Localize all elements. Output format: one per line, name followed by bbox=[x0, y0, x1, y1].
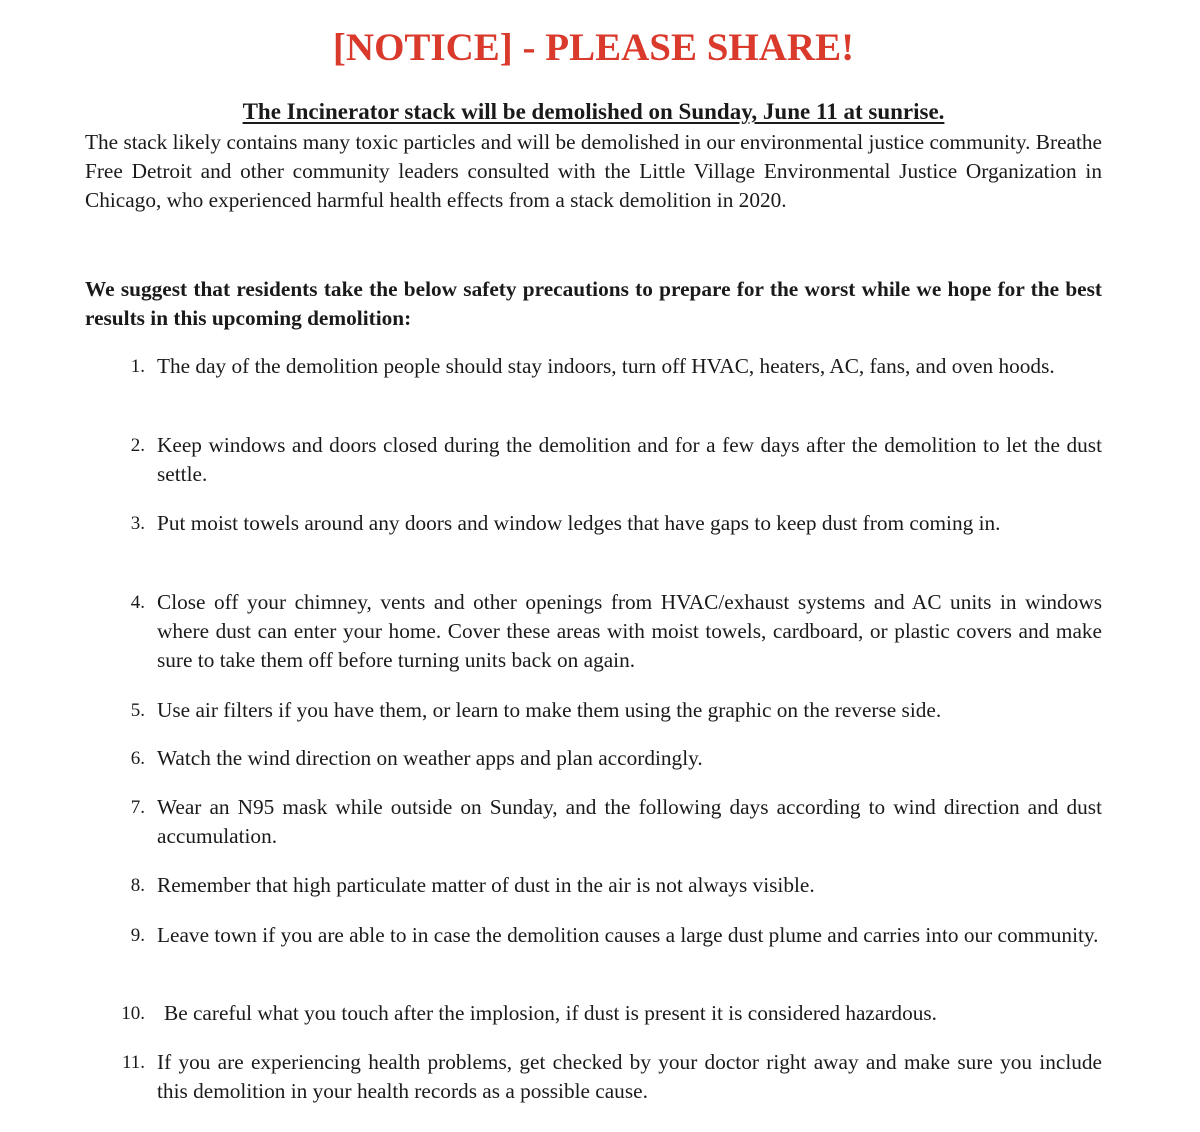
list-item-number: 10. bbox=[121, 1003, 145, 1024]
list-item-text: Remember that high particulate matter of dust in the air is not always visible. bbox=[157, 873, 815, 897]
list-item-text: If you are experiencing health problems, get checked by your doctor right away and make sure you include this demolition in your health records as a possible cause. bbox=[157, 1050, 1102, 1103]
list-item-number: 5. bbox=[130, 700, 145, 721]
list-item-number: 7. bbox=[130, 797, 145, 818]
list-item-text: Wear an N95 mask while outside on Sunday, and the following days according to wind direction and dust accumulation. bbox=[157, 795, 1102, 848]
list-item-text: The day of the demolition people should stay indoors, turn off HVAC, heaters, AC, fans, and oven hoods. bbox=[157, 354, 1055, 378]
list-item-text: Use air filters if you have them, or learn to make them using the graphic on the reverse side. bbox=[157, 698, 942, 722]
suggestion-paragraph: We suggest that residents take the below safety precautions to prepare for the worst while we hope for the best results in this upcoming demolition: bbox=[85, 277, 1102, 331]
list-item-text: Close off your chimney, vents and other openings from HVAC/exhaust systems and AC units in windows where dust can enter your home. Cover these areas with moist towels, cardboard, or plastic covers and make sure to take them off before turning units back on again. bbox=[157, 590, 1102, 672]
list-item-number: 8. bbox=[130, 875, 145, 896]
list-item-text: Be careful what you touch after the implosion, if dust is present it is considered hazardous. bbox=[164, 1001, 937, 1025]
list-item-number: 3. bbox=[130, 513, 145, 534]
list-item-text: Leave town if you are able to in case the demolition causes a large dust plume and carries into our community. bbox=[157, 923, 1099, 947]
intro-paragraph: The stack likely contains many toxic particles and will be demolished in our environmental justice community. Breathe Free Detroit and other community leaders consulted with the Little Village Environmental Justice Organization in Chicago, who experienced harmful health effects from a stack demolition in 2020. bbox=[85, 130, 1102, 213]
list-item-number: 2. bbox=[130, 435, 145, 456]
list-item-number: 4. bbox=[130, 592, 145, 613]
list-item-number: 9. bbox=[130, 925, 145, 946]
list-item-text: Keep windows and doors closed during the demolition and for a few days after the demolition to let the dust settle. bbox=[157, 433, 1102, 486]
list-item-number: 1. bbox=[130, 356, 145, 377]
demolition-headline: The Incinerator stack will be demolished on Sunday, June 11 at sunrise. bbox=[242, 99, 945, 124]
list-item-number: 11. bbox=[121, 1052, 145, 1073]
list-item-number: 6. bbox=[130, 748, 145, 769]
notice-title: [NOTICE] - PLEASE SHARE! bbox=[332, 26, 855, 69]
list-item-text: Put moist towels around any doors and window ledges that have gaps to keep dust from coming in. bbox=[157, 511, 1001, 535]
list-item-text: Watch the wind direction on weather apps and plan accordingly. bbox=[157, 746, 703, 770]
